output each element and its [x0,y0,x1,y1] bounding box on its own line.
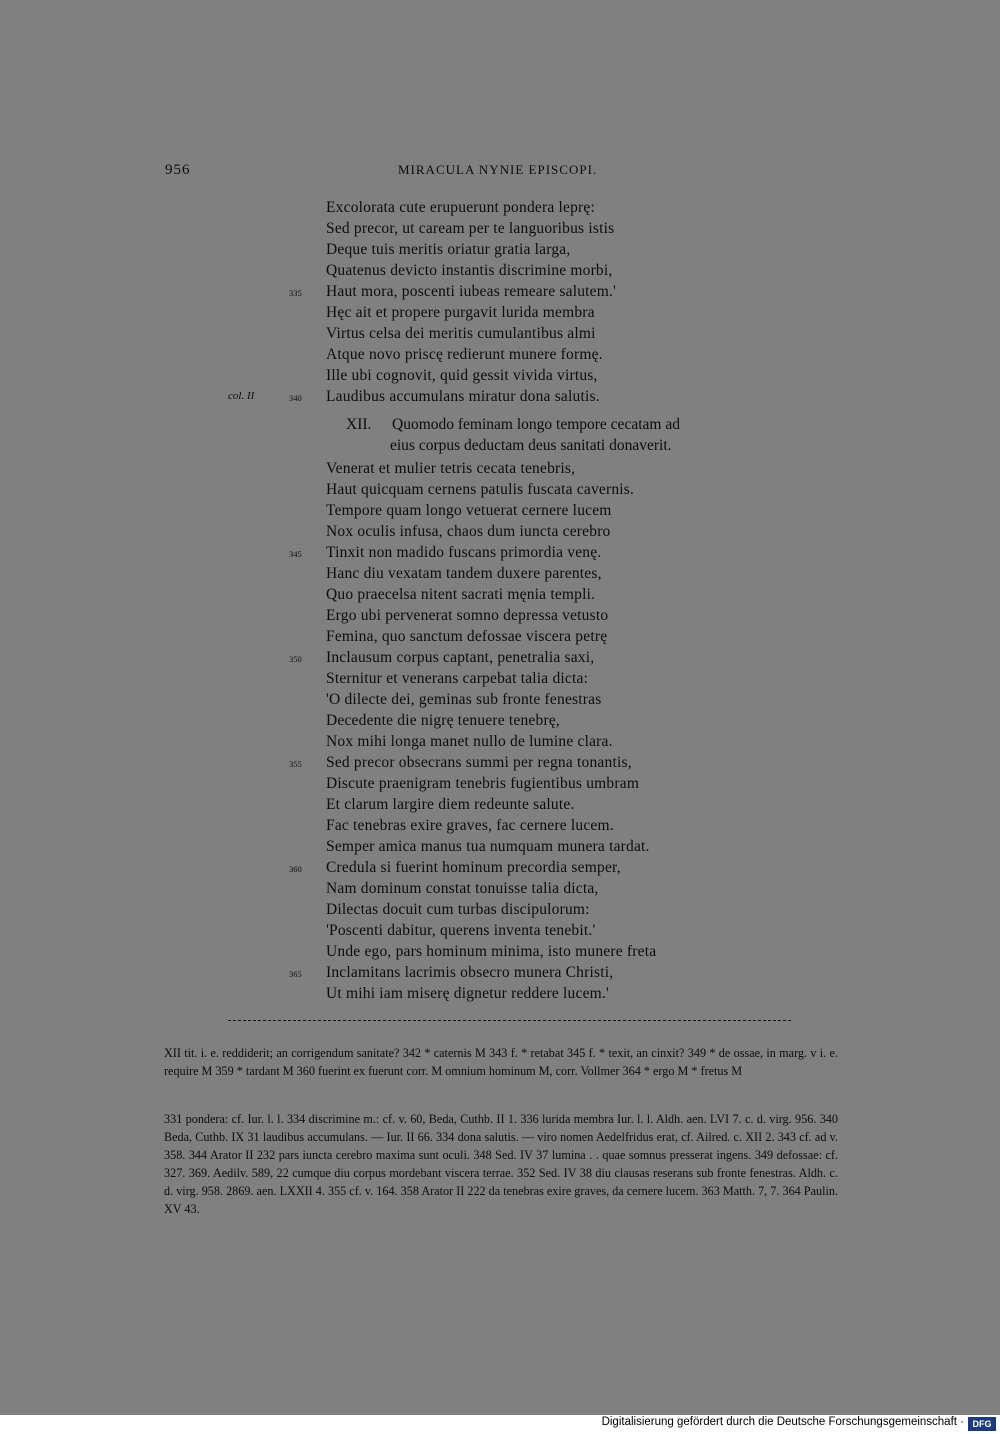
line-number: 345 [289,549,302,559]
verse-line: Hęc ait et propere purgavit lurida membra [326,304,595,321]
chapter-title-line-2: eius corpus deductam deus sanitati donaverit. [390,437,672,454]
footnote-divider [228,1020,791,1021]
verse-line: Sed precor, ut caream per te languoribus istis [326,220,615,237]
chapter-number: XII. [346,416,372,433]
line-number: 350 [289,654,302,664]
page-number: 956 [165,162,191,178]
verse-line: Discute praenigram tenebris fugientibus umbram [326,775,640,792]
verse-line: Unde ego, pars hominum minima, isto munere freta [326,943,657,960]
verse-line: Nox oculis infusa, chaos dum iuncta cerebro [326,523,611,540]
running-title: MIRACULA NYNIE EPISCOPI. [398,162,598,177]
dfg-logo: DFG [968,1417,996,1431]
verse-line: Credula si fuerint hominum precordia semper, [326,859,621,876]
funding-notice: Digitalisierung gefördert durch die Deutsche Forschungsgemeinschaft · [601,1416,964,1428]
verse-line: Hanc diu vexatam tandem duxere parentes, [326,565,602,582]
verse-line: Atque novo priscę redierunt munere formę. [326,346,603,363]
verse-line: Semper amica manus tua numquam munera tardat. [326,838,650,855]
verse-line: Venerat et mulier tetris cecata tenebris, [326,460,576,477]
chapter-heading [346,414,766,456]
verse-line: Virtus celsa dei meritis cumulantibus almi [326,325,596,342]
verse-line: Nox mihi longa manet nullo de lumine clara. [326,733,613,750]
source-apparatus: 331 pondera: cf. Iur. l. l. 334 discrimine m.: cf. v. 60, Beda, Cuthb. II 1. 336 lurida membra Iur. l. l. Aldh. aen. LVI 7. c. d. virg. 956. 340 Beda, Cuthb. IX 31 laudibus accumulans. — Iur. II 66. 334 dona salutis. — viro nomen Aedelfridus erat, cf. Ailred. c. XII 2. 343 cf. ad v. 358. 344 Arator II 232 pars iuncta cerebro maxima sunt oculi. 348 Sed. IV 37 lumina . . quae somnus presserat ingens. 349 defossae: cf. 327. 369. Aedilv. 589, 22 cumque diu corpus mordebant viscera terrae. 352 Sed. IV 38 diu clausas reserans sub fronte fenestras. Aldh. c. d. virg. 958. 2869. aen. LXXII 4. 355 cf. v. 164. 358 Arator II 222 da tenebras exire graves, da cernere lucem. 363 Matth. 7, 7. 364 Paulin. XV 43. [164,1112,838,1216]
verse-line: Haut quicquam cernens patulis fuscata cavernis. [326,481,635,498]
verse-line: Tinxit non madido fuscans primordia venę. [326,544,602,561]
verse-line: Fac tenebras exire graves, fac cernere lucem. [326,817,614,834]
verse-line: Ut mihi iam miserę dignetur reddere lucem.' [326,985,609,1002]
verse-line: Tempore quam longo vetuerat cernere lucem [326,502,612,519]
verse-line: Et clarum largire diem redeunte salute. [326,796,575,813]
line-number: 340 [289,393,302,403]
verse-line: Laudibus accumulans miratur dona salutis. [326,388,600,405]
verse-line: Sternitur et venerans carpebat talia dicta: [326,670,589,687]
line-number: 360 [289,864,302,874]
verse-line: 'O dilecte dei, geminas sub fronte fenestras [326,691,602,708]
critical-apparatus: XII tit. i. e. reddiderit; an corrigendum sanitate? 342 * caternis M 343 f. * retabat 345 f. * texit, an cinxit? 349 * de ossae, in marg. v i. e. require M 359 * tardant M 360 fuerint ex fuerunt corr. M omnium hominum M, corr. Vollmer 364 * ergo M * fretus M [164,1046,838,1078]
verse-line: Inclausum corpus captant, penetralia saxi, [326,649,595,666]
chapter-title-line-1: Quomodo feminam longo tempore cecatam ad [392,416,680,433]
verse-line: Sed precor obsecrans summi per regna tonantis, [326,754,632,771]
verse-line: 'Poscenti dabitur, querens inventa tenebit.' [326,922,596,939]
line-number: 335 [289,288,302,298]
line-number: 355 [289,759,302,769]
verse-line: Ille ubi cognovit, quid gessit vivida virtus, [326,367,598,384]
verse-line: Decedente die nigrę tenuere tenebrę, [326,712,560,729]
verse-line: Deque tuis meritis oriatur gratia larga, [326,241,571,258]
verse-line: Nam dominum constat tonuisse talia dicta, [326,880,599,897]
verse-line: Excolorata cute erupuerunt pondera leprę: [326,199,595,216]
verse-line: Femina, quo sanctum defossae viscera petrę [326,628,608,645]
verse-line: Quatenus devicto instantis discrimine morbi, [326,262,613,279]
verse-line: Dilectas docuit cum turbas discipulorum: [326,901,590,918]
line-number: 365 [289,969,302,979]
verse-line: Haut mora, poscenti iubeas remeare salutem.' [326,283,617,300]
verse-line: Ergo ubi pervenerat somno depressa vetusto [326,607,609,624]
verse-line: Inclamitans lacrimis obsecro munera Christi, [326,964,614,981]
margin-column-note: col. II [228,390,255,402]
verse-line: Quo praecelsa nitent sacrati męnia templi. [326,586,596,603]
